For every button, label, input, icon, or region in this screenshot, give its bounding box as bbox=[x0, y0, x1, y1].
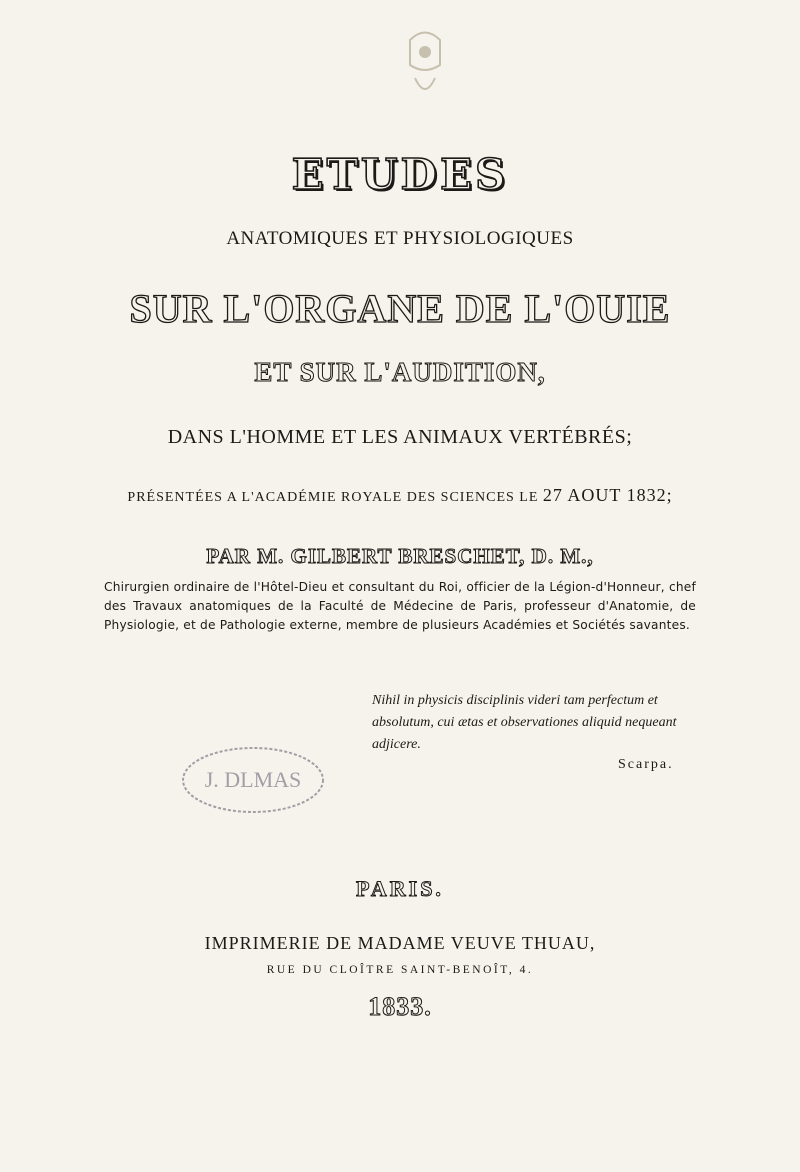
epigraph-quote: Nihil in physicis disciplinis videri tam perfectum et absolutum, cui ætas et observationes aliquid nequeant adjicere. bbox=[372, 693, 677, 752]
imprint-city: PARIS. bbox=[356, 876, 444, 901]
stamp-text: J. DLMAS bbox=[204, 767, 302, 792]
main-title: SUR L'ORGANE DE L'OUIE bbox=[129, 286, 671, 331]
presentation-line bbox=[0, 485, 800, 506]
title-heading: ETUDES bbox=[291, 150, 509, 199]
library-stamp-icon bbox=[390, 20, 460, 110]
author-bio: Chirurgien ordinaire de l'Hôtel-Dieu et consultant du Roi, officier de la Légion-d'Honneur, chef des Travaux anatomiques de la Faculté de Médecine de Paris, professeur d'Anatomie, de Physiologie, et de Pathologie externe, membre de plusieurs Académies et Sociétés savantes. bbox=[104, 580, 696, 632]
presentation-text: PRÉSENTÉES A L'ACADÉMIE ROYALE DES SCIENCES LE bbox=[127, 490, 539, 505]
imprint-year: 1833. bbox=[368, 992, 432, 1021]
title-subheading: ANATOMIQUES ET PHYSIOLOGIQUES bbox=[226, 228, 574, 249]
ownership-stamp-icon bbox=[178, 743, 328, 818]
author-line: PAR M. GILBERT BRESCHET, D. M., bbox=[206, 544, 594, 568]
presentation-date: 27 AOUT 1832; bbox=[542, 485, 673, 505]
imprint-printer: IMPRIMERIE DE MADAME VEUVE THUAU, bbox=[204, 933, 596, 953]
subject-line: DANS L'HOMME ET LES ANIMAUX VERTÉBRÉS; bbox=[167, 426, 633, 448]
epigraph-attribution: Scarpa. bbox=[618, 757, 674, 772]
main-title-line2: ET SUR L'AUDITION, bbox=[254, 357, 546, 387]
imprint-address: RUE DU CLOÎTRE SAINT-BENOÎT, 4. bbox=[266, 964, 534, 976]
